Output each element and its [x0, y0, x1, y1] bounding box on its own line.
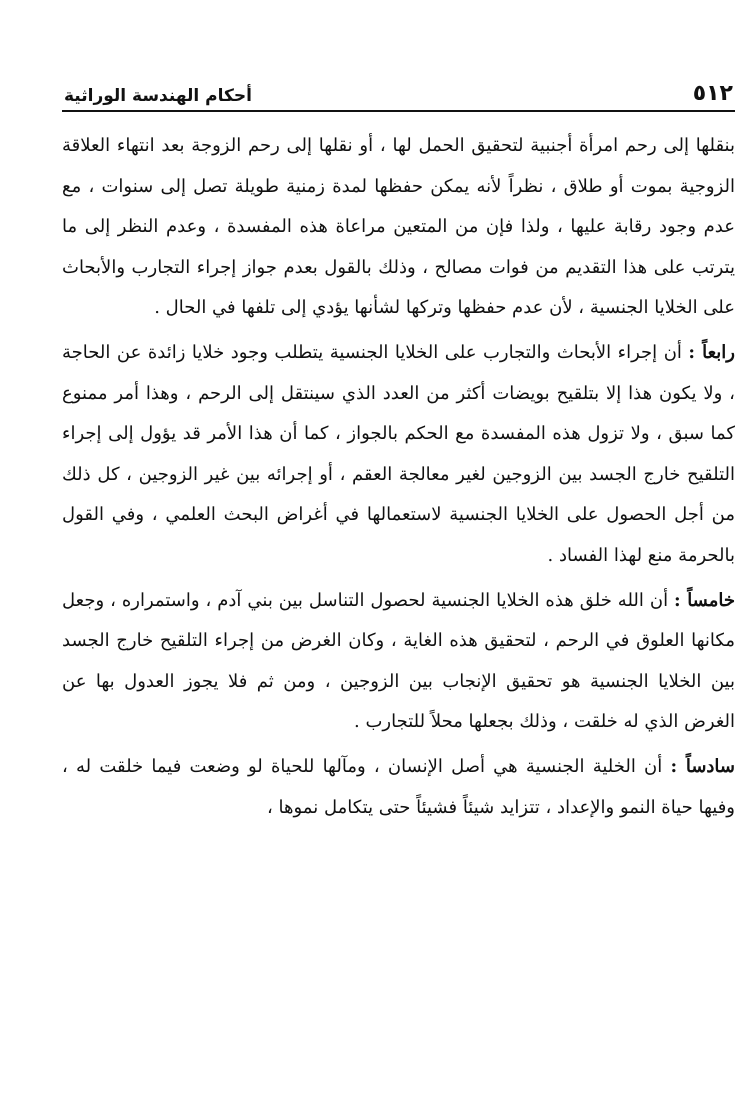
paragraph-text: أن الخلية الجنسية هي أصل الإنسان ، ومآلها للحياة لو وضعت فيما خلقت له ، وفيها حياة النمو والإعداد ، تتزايد شيئاً فشيئاً حتى يتكامل نموها ،	[62, 755, 735, 818]
body-text	[62, 126, 735, 828]
paragraph-point-fourth	[62, 333, 735, 577]
paragraph-point-sixth	[62, 747, 735, 828]
paragraph-point-fifth	[62, 581, 735, 743]
paragraph-continuation	[62, 126, 735, 329]
page-number: ٥١٢	[692, 81, 733, 106]
paragraph-text: أن إجراء الأبحاث والتجارب على الخلايا الجنسية يتطلب وجود خلايا زائدة عن الحاجة ، ولا يكون هذا إلا بتلقيح بويضات أكثر من العدد الذي سينتقل إلى الرحم ، وهذا أمر ممنوع كما سبق ، ولا تزول هذه المفسدة مع الحكم بالجواز ، كما أن هذا الأمر قد يؤول إلى إجراء التلقيح خارج الجسد بين الزوجين لغير معالجة العقم ، أو إجرائه بين غير الزوجين ، كل ذلك من أجل الحصول على الخلايا الجنسية لاستعمالها في أغراض البحث العلمي ، وفي القول بالحرمة منع لهذا الفساد .	[62, 341, 735, 566]
paragraph-text: أن الله خلق هذه الخلايا الجنسية لحصول التناسل بين بني آدم ، واستمراره ، وجعل مكانها العلوق في الرحم ، لتحقيق هذه الغاية ، وكان الغرض من إجراء التلقيح خارج الجسد بين الخلايا الجنسية هو تحقيق الإنجاب بين الزوجين ، ومن ثم فلا يجوز العدول بها عن الغرض الذي له خلقت ، وذلك بجعلها محلاً للتجارب .	[62, 589, 735, 733]
point-label: خامساً :	[674, 589, 735, 611]
running-title: أحكام الهندسة الوراثية	[64, 86, 252, 106]
point-label: رابعاً :	[688, 341, 735, 363]
book-page	[62, 66, 735, 832]
point-label: سادساً :	[670, 755, 735, 777]
page-header	[62, 66, 735, 112]
paragraph-text: بنقلها إلى رحم امرأة أجنبية لتحقيق الحمل لها ، أو نقلها إلى رحم الزوجة بعد انتهاء العلاقة الزوجية بموت أو طلاق ، نظراً لأنه يمكن حفظها لمدة زمنية طويلة تصل إلى سنوات ، مع عدم وجود رقابة عليها ، ولذا فإن من المتعين مراعاة هذه المفسدة ، وعدم النظر إلى ما يترتب على هذا التقديم من فوات مصالح ، وذلك بالقول بعدم جواز إجراء التجارب والأبحاث على الخلايا الجنسية ، لأن عدم حفظها وتركها لشأنها يؤدي إلى تلفها في الحال .	[62, 135, 735, 319]
